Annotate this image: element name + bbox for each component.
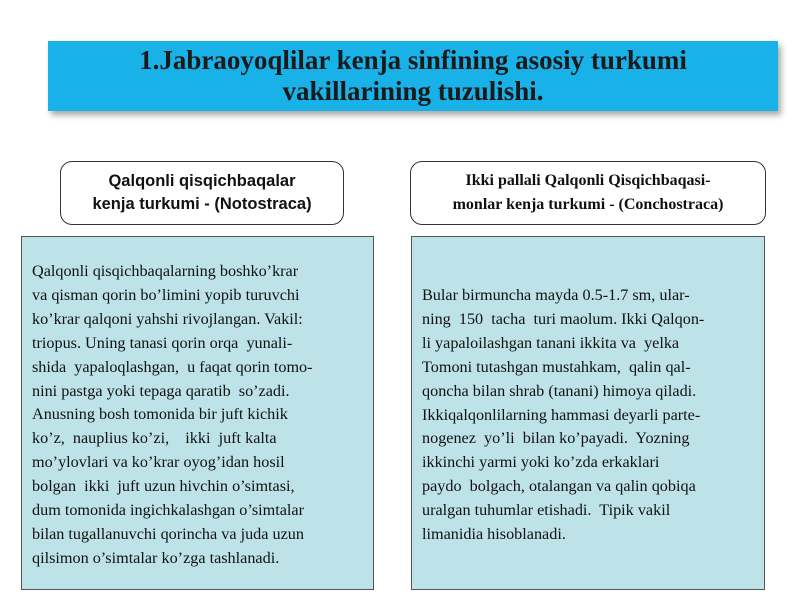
- right-body-line: ning 150 tacha turi maolum. Ikki Qalqon-: [422, 309, 705, 328]
- right-body-line: ikkinchi yarmi yoki ko’zda erkaklari: [422, 453, 660, 472]
- left-body-line: qilsimon o’simtalar ko’zga tashlanadi.: [32, 548, 280, 567]
- left-body-line: Qalqonli qisqichbaqalarning boshko’krar: [32, 262, 299, 280]
- right-heading-box: [410, 161, 766, 225]
- right-body-line: Tomoni tutashgan mustahkam, qalin qal-: [422, 357, 691, 376]
- left-body-line: bolgan ikki juft uzun hivchin o’simtasi,: [32, 477, 295, 496]
- left-heading-box: [60, 161, 344, 225]
- right-heading-line-2: monlar kenja turkumi - (Conchostraca): [452, 196, 724, 213]
- right-body-line: qoncha bilan shrab (tanani) himoya qiladi.: [422, 381, 697, 400]
- left-body-line: dum tomonida ingichkalashgan o’simtalar: [32, 501, 304, 520]
- left-body-line: ko’krar qalqoni yahshi rivojlangan. Vakil:: [32, 309, 303, 328]
- title-line-2: vakillarining tuzulishi.: [282, 76, 544, 106]
- left-body-line: mo’ylovlari va ko’krar oyog’idan hosil: [32, 453, 285, 472]
- left-body-line: nini pastga yoki tepaga qaratib so’zadi.: [32, 381, 290, 400]
- left-body-line: ko’z, nauplius ko’zi, ikki juft kalta: [32, 429, 277, 448]
- right-body-line: Bular birmuncha mayda 0.5-1.7 sm, ular-: [422, 286, 690, 304]
- right-body-line: li yapaloilashgan tanani ikkita va yelka: [422, 333, 680, 352]
- left-heading-line-1: Qalqonli qisqichbaqalar: [108, 172, 296, 190]
- right-body-line: uralgan tuhumlar etishadi. Tipik vakil: [422, 501, 671, 520]
- left-body-line: bilan tugallanuvchi qorincha va juda uzun: [32, 524, 304, 543]
- right-body-line: Ikkiqalqonlilarning hammasi deyarli parte-: [422, 405, 701, 424]
- left-heading-line-2: kenja turkumi - (Notostraca): [92, 195, 312, 213]
- left-body-line: triopus. Uning tanasi qorin orqa yunali-: [32, 333, 293, 352]
- right-body-line: nogenez yo’li bilan ko’payadi. Yozning: [422, 429, 690, 448]
- left-text-panel: [21, 236, 374, 590]
- left-body-line: va qisman qorin bo’limini yopib turuvchi: [32, 285, 300, 304]
- right-body-line: paydo bolgach, otalangan va qalin qobiqa: [422, 477, 696, 496]
- left-body-line: Anusning bosh tomonida bir juft kichik: [32, 405, 288, 424]
- right-text-panel: [411, 236, 765, 590]
- slide-title: [48, 41, 778, 111]
- left-body-line: shida yapaloqlashgan, u faqat qorin tomo-: [32, 357, 313, 376]
- right-body-line: limanidia hisoblanadi.: [422, 525, 566, 544]
- title-line-1: 1.Jabraoyoqlilar kenja sinfining asosiy turkumi: [139, 45, 687, 75]
- right-heading-line-1: Ikki pallali Qalqonli Qisqichbaqasi-: [465, 172, 711, 189]
